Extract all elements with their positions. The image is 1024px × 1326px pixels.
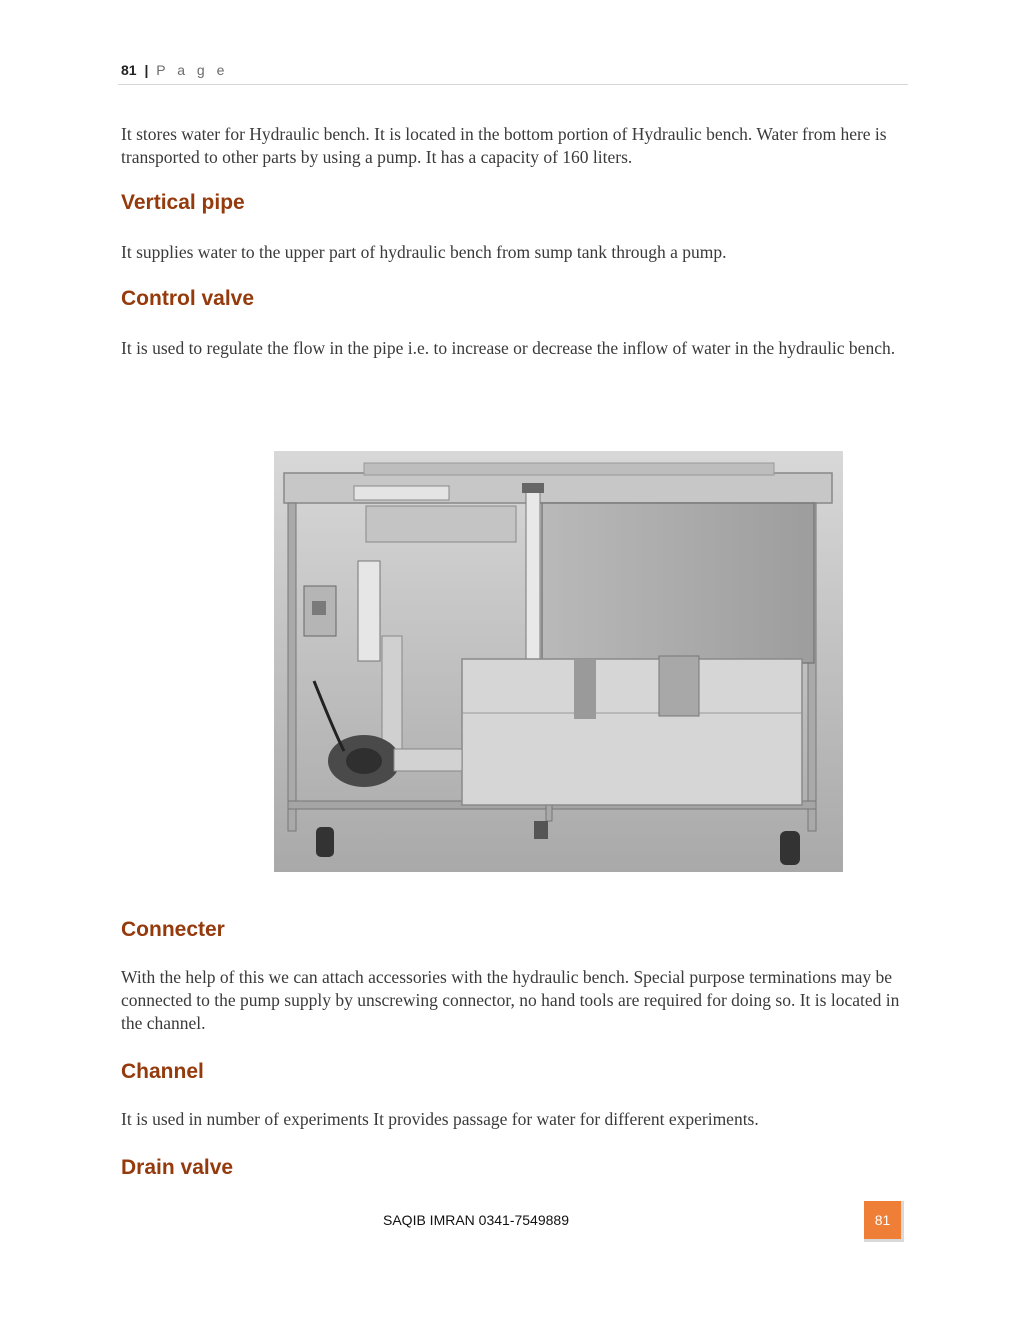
header-page-word: P a g e (156, 62, 229, 78)
footer-author: SAQIB IMRAN 0341-7549889 (383, 1212, 569, 1228)
header-divider (118, 84, 908, 85)
page-header (121, 62, 228, 78)
paragraph-sump-tank: It stores water for Hydraulic bench. It is located in the bottom portion of Hydraulic bench. Water from here is transported to other parts by using a pump. It has a capacity of 160 liters. (121, 124, 887, 167)
paragraph-vertical-pipe: It supplies water to the upper part of hydraulic bench from sump tank through a pump. (121, 242, 727, 262)
heading-vertical-pipe: Vertical pipe (121, 191, 245, 214)
header-page-number: 81 (121, 62, 137, 78)
footer-page-number-badge: 81 (864, 1201, 904, 1242)
heading-connecter: Connecter (121, 918, 225, 941)
paragraph-connecter: With the help of this we can attach accessories with the hydraulic bench. Special purpose terminations may be connected to the pump supply by unscrewing connector, no hand tools are required for doing so. It is located in the channel. (121, 967, 900, 1033)
heading-drain-valve: Drain valve (121, 1156, 234, 1179)
paragraph-channel: It is used in number of experiments It provides passage for water for different experiments. (121, 1109, 759, 1129)
heading-channel: Channel (121, 1060, 204, 1083)
header-separator: | (144, 62, 149, 78)
heading-control-valve: Control valve (121, 287, 255, 310)
paragraph-control-valve: It is used to regulate the flow in the pipe i.e. to increase or decrease the inflow of water in the hydraulic bench. (121, 338, 896, 358)
hydraulic-bench-photo (274, 451, 843, 872)
